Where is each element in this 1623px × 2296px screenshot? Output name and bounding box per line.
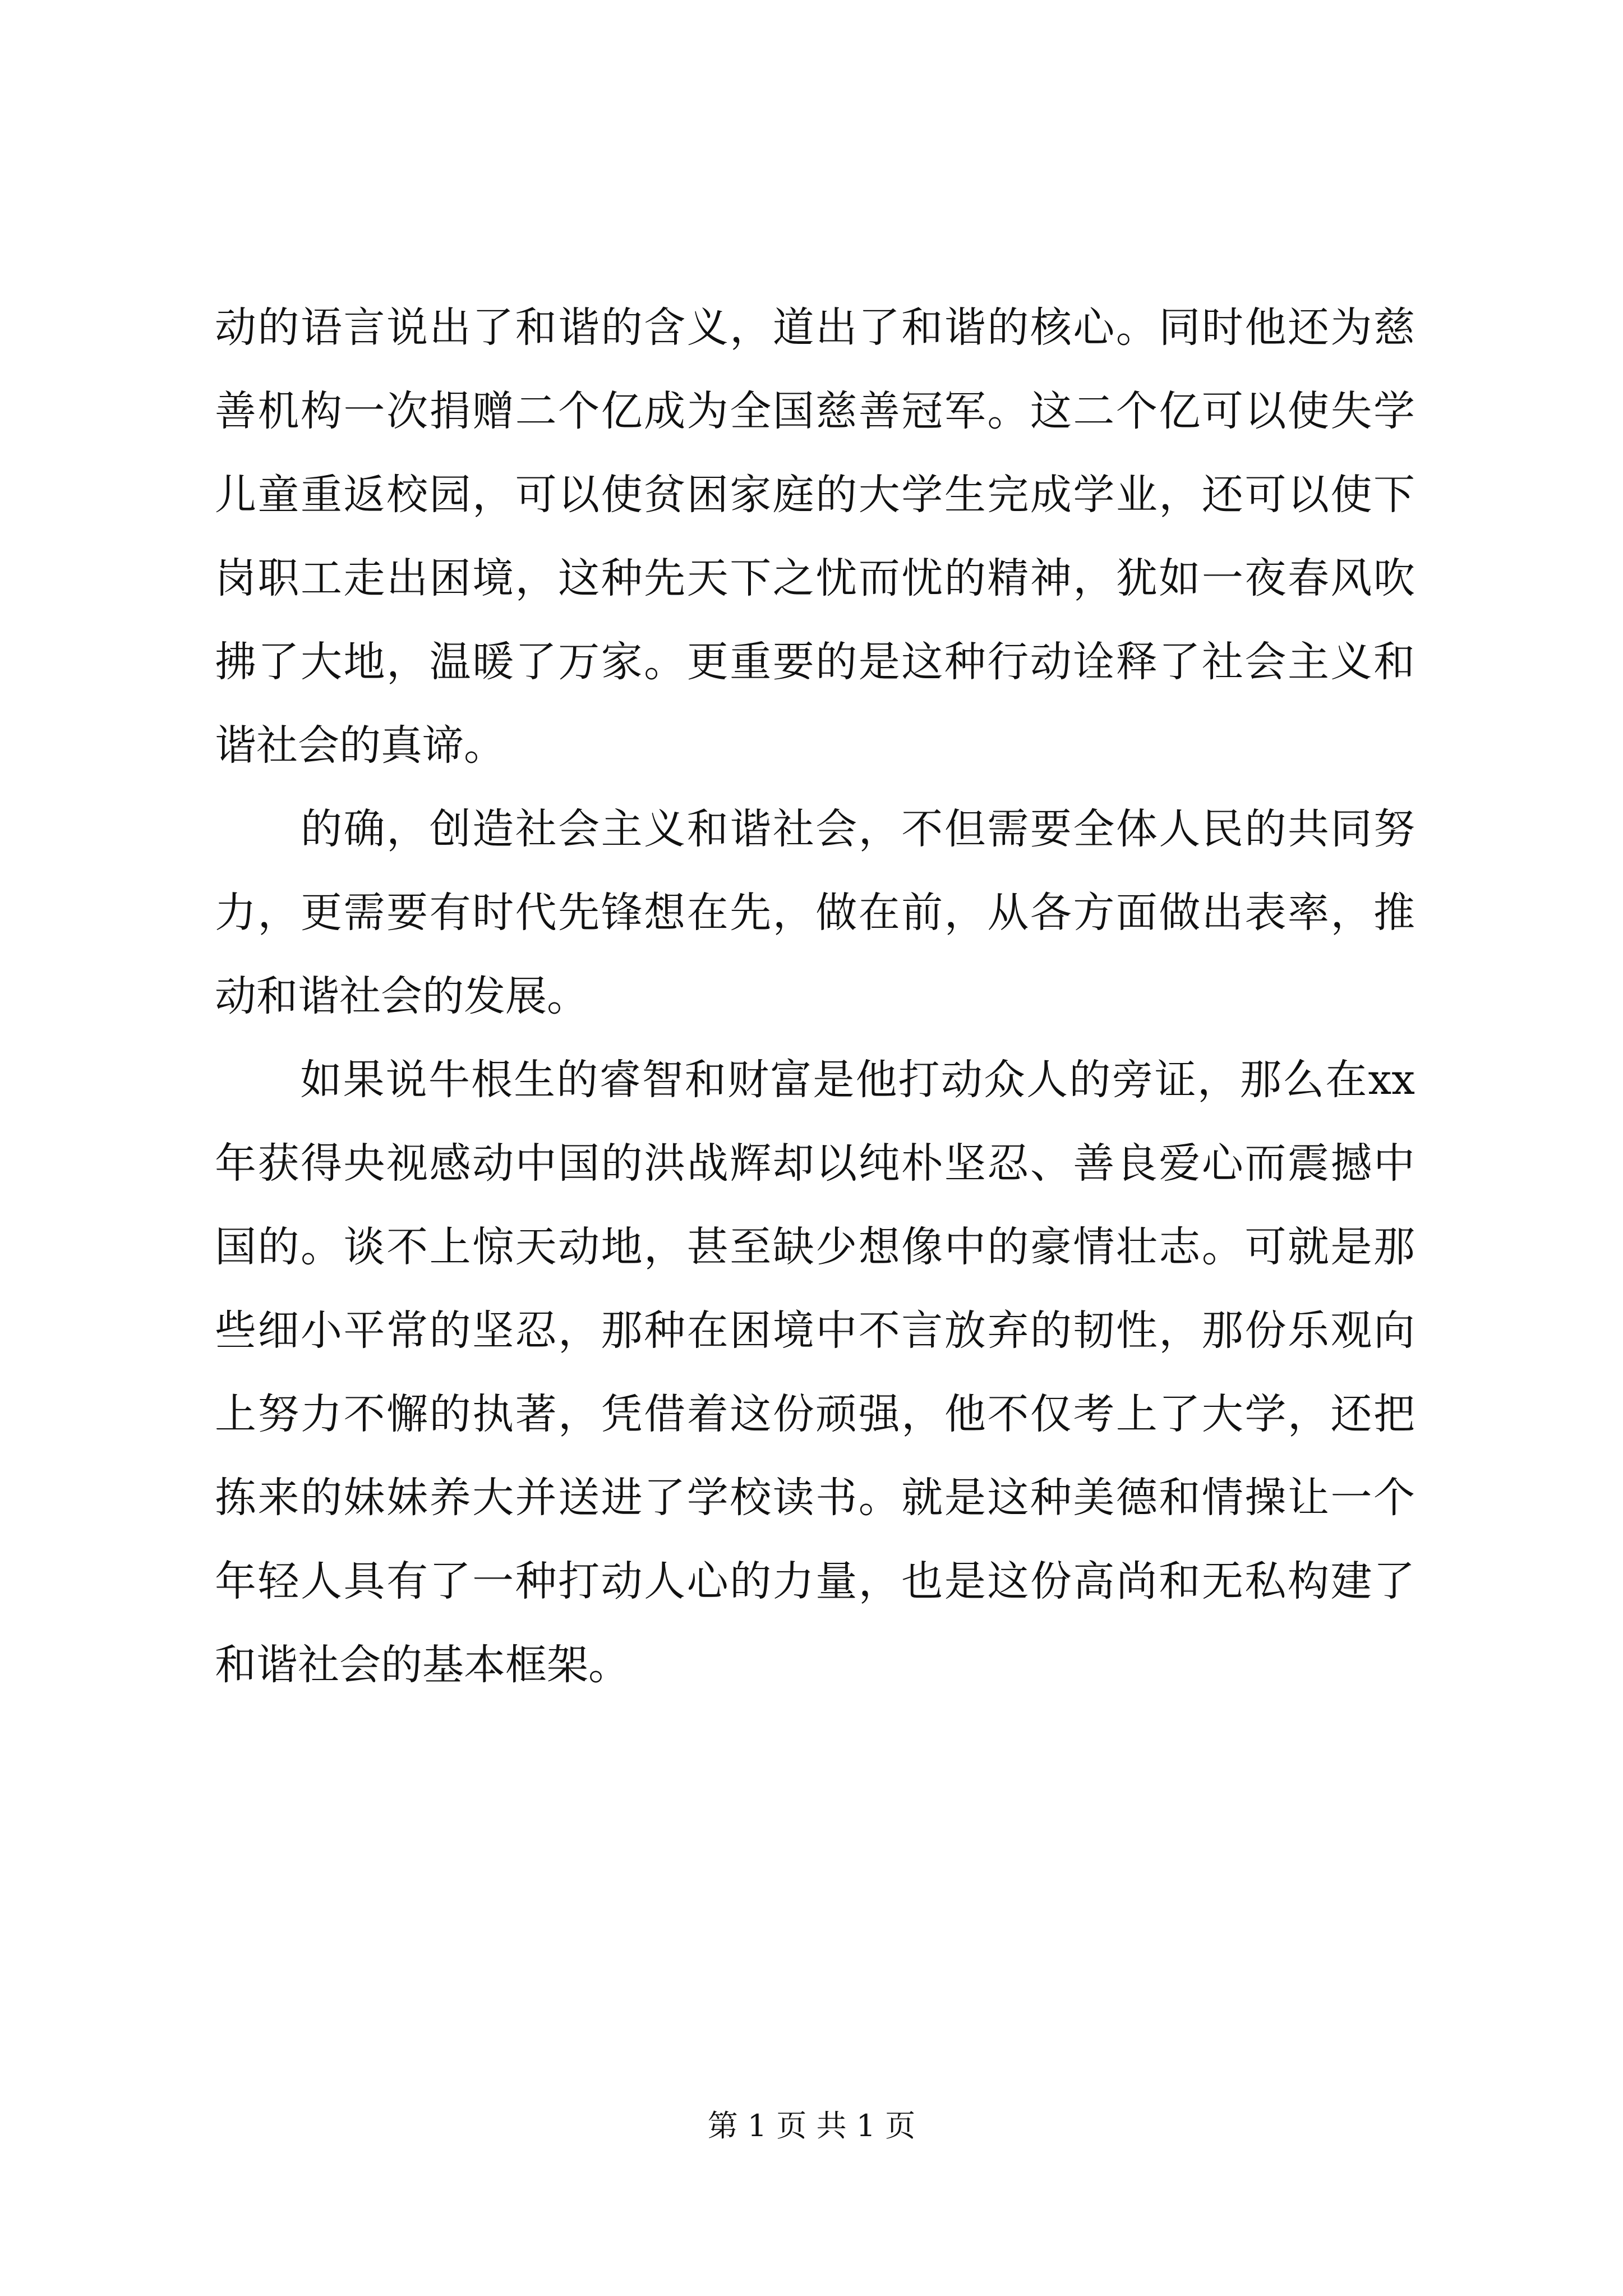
paragraph	[215, 788, 1415, 1038]
text-line: 上努力不懈的执著，凭借着这份顽强，他不仅考上了大学，还把	[215, 1390, 1415, 1438]
paragraph	[215, 1038, 1415, 1707]
document-body	[215, 286, 1415, 1707]
text-line: 拂了大地，温暖了万家。更重要的是这种行动诠释了社会主义和	[215, 638, 1415, 686]
text-line: 些细小平常的坚忍，那种在困境中不言放弃的韧性，那份乐观向	[215, 1306, 1415, 1355]
text-line: 拣来的妹妹养大并送进了学校读书。就是这种美德和情操让一个	[215, 1474, 1415, 1522]
text-line: 如果说牛根生的睿智和财富是他打动众人的旁证，那么在xx	[215, 1056, 1415, 1104]
text-line: 动和谐社会的发展。	[215, 972, 588, 1020]
text-line: 年轻人具有了一种打动人心的力量，也是这份高尚和无私构建了	[215, 1557, 1415, 1605]
text-line: 动的语言说出了和谐的含义，道出了和谐的核心。同时他还为慈	[215, 303, 1415, 352]
text-line: 力，更需要有时代先锋想在先，做在前，从各方面做出表率，推	[215, 889, 1415, 937]
text-line: 儿童重返校园，可以使贫困家庭的大学生完成学业，还可以使下	[215, 471, 1415, 519]
text-line: 岗职工走出困境，这种先天下之忧而忧的精神，犹如一夜春风吹	[215, 554, 1415, 602]
text-line: 的确，创造社会主义和谐社会，不但需要全体人民的共同努	[215, 805, 1415, 853]
page-footer: 第 1 页 共 1 页	[707, 2108, 916, 2143]
text-line: 和谐社会的基本框架。	[215, 1641, 630, 1689]
text-line: 谐社会的真谛。	[215, 721, 505, 770]
text-line: 国的。谈不上惊天动地，甚至缺少想像中的豪情壮志。可就是那	[215, 1223, 1415, 1271]
text-line: 善机构一次捐赠二个亿成为全国慈善冠军。这二个亿可以使失学	[215, 387, 1415, 435]
text-line: 年获得央视感动中国的洪战辉却以纯朴坚忍、善良爱心而震撼中	[215, 1139, 1415, 1188]
paragraph	[215, 286, 1415, 788]
